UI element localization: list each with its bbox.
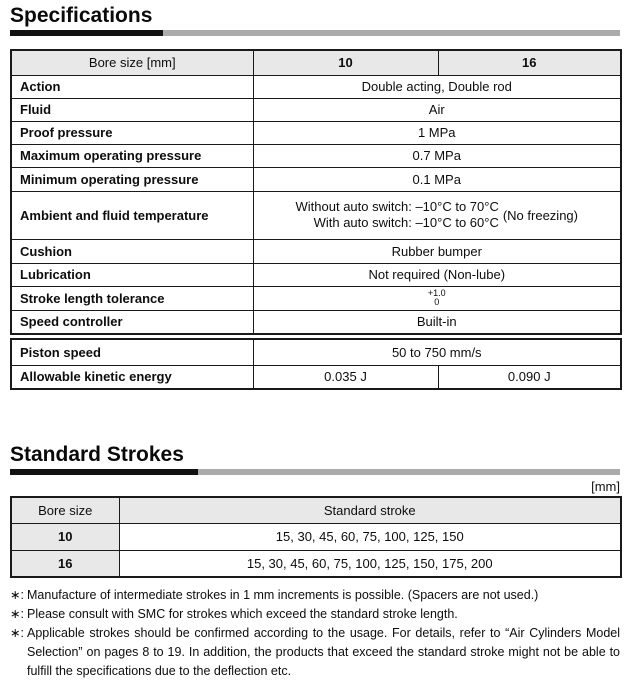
specifications-title-rule: [10, 30, 620, 36]
table-row: [11, 167, 621, 191]
footnote-marker: ∗:: [10, 607, 24, 621]
unit-label: [mm]: [591, 479, 620, 494]
tolerance-upper: +1.0: [427, 288, 446, 298]
spec-label: Allowable kinetic energy: [11, 365, 253, 389]
table-row: [11, 339, 621, 365]
specifications-title: Specifications: [10, 4, 153, 27]
standard-strokes-title-rule: [10, 469, 620, 475]
temperature-line-with: With auto switch: –10°C to 60°C: [313, 215, 499, 230]
kinetic-energy-bore10: 0.035 J: [253, 365, 438, 389]
spec-value: Air: [253, 98, 621, 121]
temperature-line-without: Without auto switch: –10°C to 70°C: [295, 199, 499, 214]
table-row: [11, 263, 621, 286]
table-row: [11, 98, 621, 121]
spec-value: 50 to 750 mm/s: [253, 339, 621, 365]
spec-label: Proof pressure: [11, 121, 253, 144]
rule-gray-segment: [198, 469, 620, 475]
rule-black-segment: [10, 30, 163, 36]
spec-value: 0.7 MPa: [253, 144, 621, 167]
strokes-list-bore10: 15, 30, 45, 60, 75, 100, 125, 150: [119, 523, 621, 550]
rule-black-segment: [10, 469, 198, 475]
tolerance-lower: 0: [434, 297, 440, 307]
spec-value: Built-in: [253, 310, 621, 334]
table-row: [11, 310, 621, 334]
strokes-standard-stroke-header: Standard stroke: [119, 497, 621, 523]
table-row: [11, 550, 621, 577]
table-row: [11, 191, 621, 239]
rule-gray-segment: [163, 30, 620, 36]
table-row: [11, 144, 621, 167]
bore-10-cell: 10: [11, 523, 119, 550]
specifications-table-lower: [10, 338, 622, 390]
spec-label: Speed controller: [11, 310, 253, 334]
footnote-marker: ∗:: [10, 626, 24, 640]
footnote: [10, 624, 620, 681]
bore-16-cell: 16: [11, 550, 119, 577]
table-row: [11, 523, 621, 550]
standard-strokes-table: [10, 496, 622, 578]
table-row: [11, 50, 621, 75]
footnote: [10, 605, 620, 624]
spec-value: Double acting, Double rod: [253, 75, 621, 98]
spec-label: Fluid: [11, 98, 253, 121]
strokes-bore-size-header: Bore size: [11, 497, 119, 523]
spec-value: 1 MPa: [253, 121, 621, 144]
footnote: [10, 586, 620, 605]
temperature-value-cell: [253, 191, 621, 239]
kinetic-energy-bore16: 0.090 J: [438, 365, 621, 389]
footnote-marker: ∗:: [10, 588, 24, 602]
table-row: [11, 239, 621, 263]
spec-label: Cushion: [11, 239, 253, 263]
spec-value: Not required (Non-lube): [253, 263, 621, 286]
spec-label: Lubrication: [11, 263, 253, 286]
tolerance-value-cell: [253, 286, 621, 310]
table-row: [11, 365, 621, 389]
spec-label: Piston speed: [11, 339, 253, 365]
spec-label: Stroke length tolerance: [11, 286, 253, 310]
spec-label: Minimum operating pressure: [11, 167, 253, 191]
standard-strokes-title: Standard Strokes: [10, 443, 184, 466]
bore-size-header: Bore size [mm]: [11, 50, 253, 75]
spec-value: 0.1 MPa: [253, 167, 621, 191]
footnote-text: Manufacture of intermediate strokes in 1 mm increments is possible. (Spacers are not used.): [27, 588, 539, 602]
no-freezing-note: (No freezing): [502, 207, 578, 223]
footnote-text: Applicable strokes should be confirmed according to the usage. For details, refer to “Air Cylinders Model Selection” on pages 8 to 19. In addition, the products that exceed the standard stroke might not be able to fulfill the specifications due to the deflection etc.: [27, 626, 620, 678]
strokes-list-bore16: 15, 30, 45, 60, 75, 100, 125, 150, 175, 200: [119, 550, 621, 577]
spec-label: Action: [11, 75, 253, 98]
spec-label: Ambient and fluid temperature: [11, 191, 253, 239]
bore-16-header: 16: [438, 50, 621, 75]
table-row: [11, 121, 621, 144]
spec-label: Maximum operating pressure: [11, 144, 253, 167]
bore-10-header: 10: [253, 50, 438, 75]
table-row: [11, 75, 621, 98]
spec-value: Rubber bumper: [253, 239, 621, 263]
footnotes: [10, 586, 620, 681]
footnote-text: Please consult with SMC for strokes which exceed the standard stroke length.: [27, 607, 458, 621]
specifications-table: [10, 49, 622, 335]
table-row: [11, 286, 621, 310]
table-row: [11, 497, 621, 523]
